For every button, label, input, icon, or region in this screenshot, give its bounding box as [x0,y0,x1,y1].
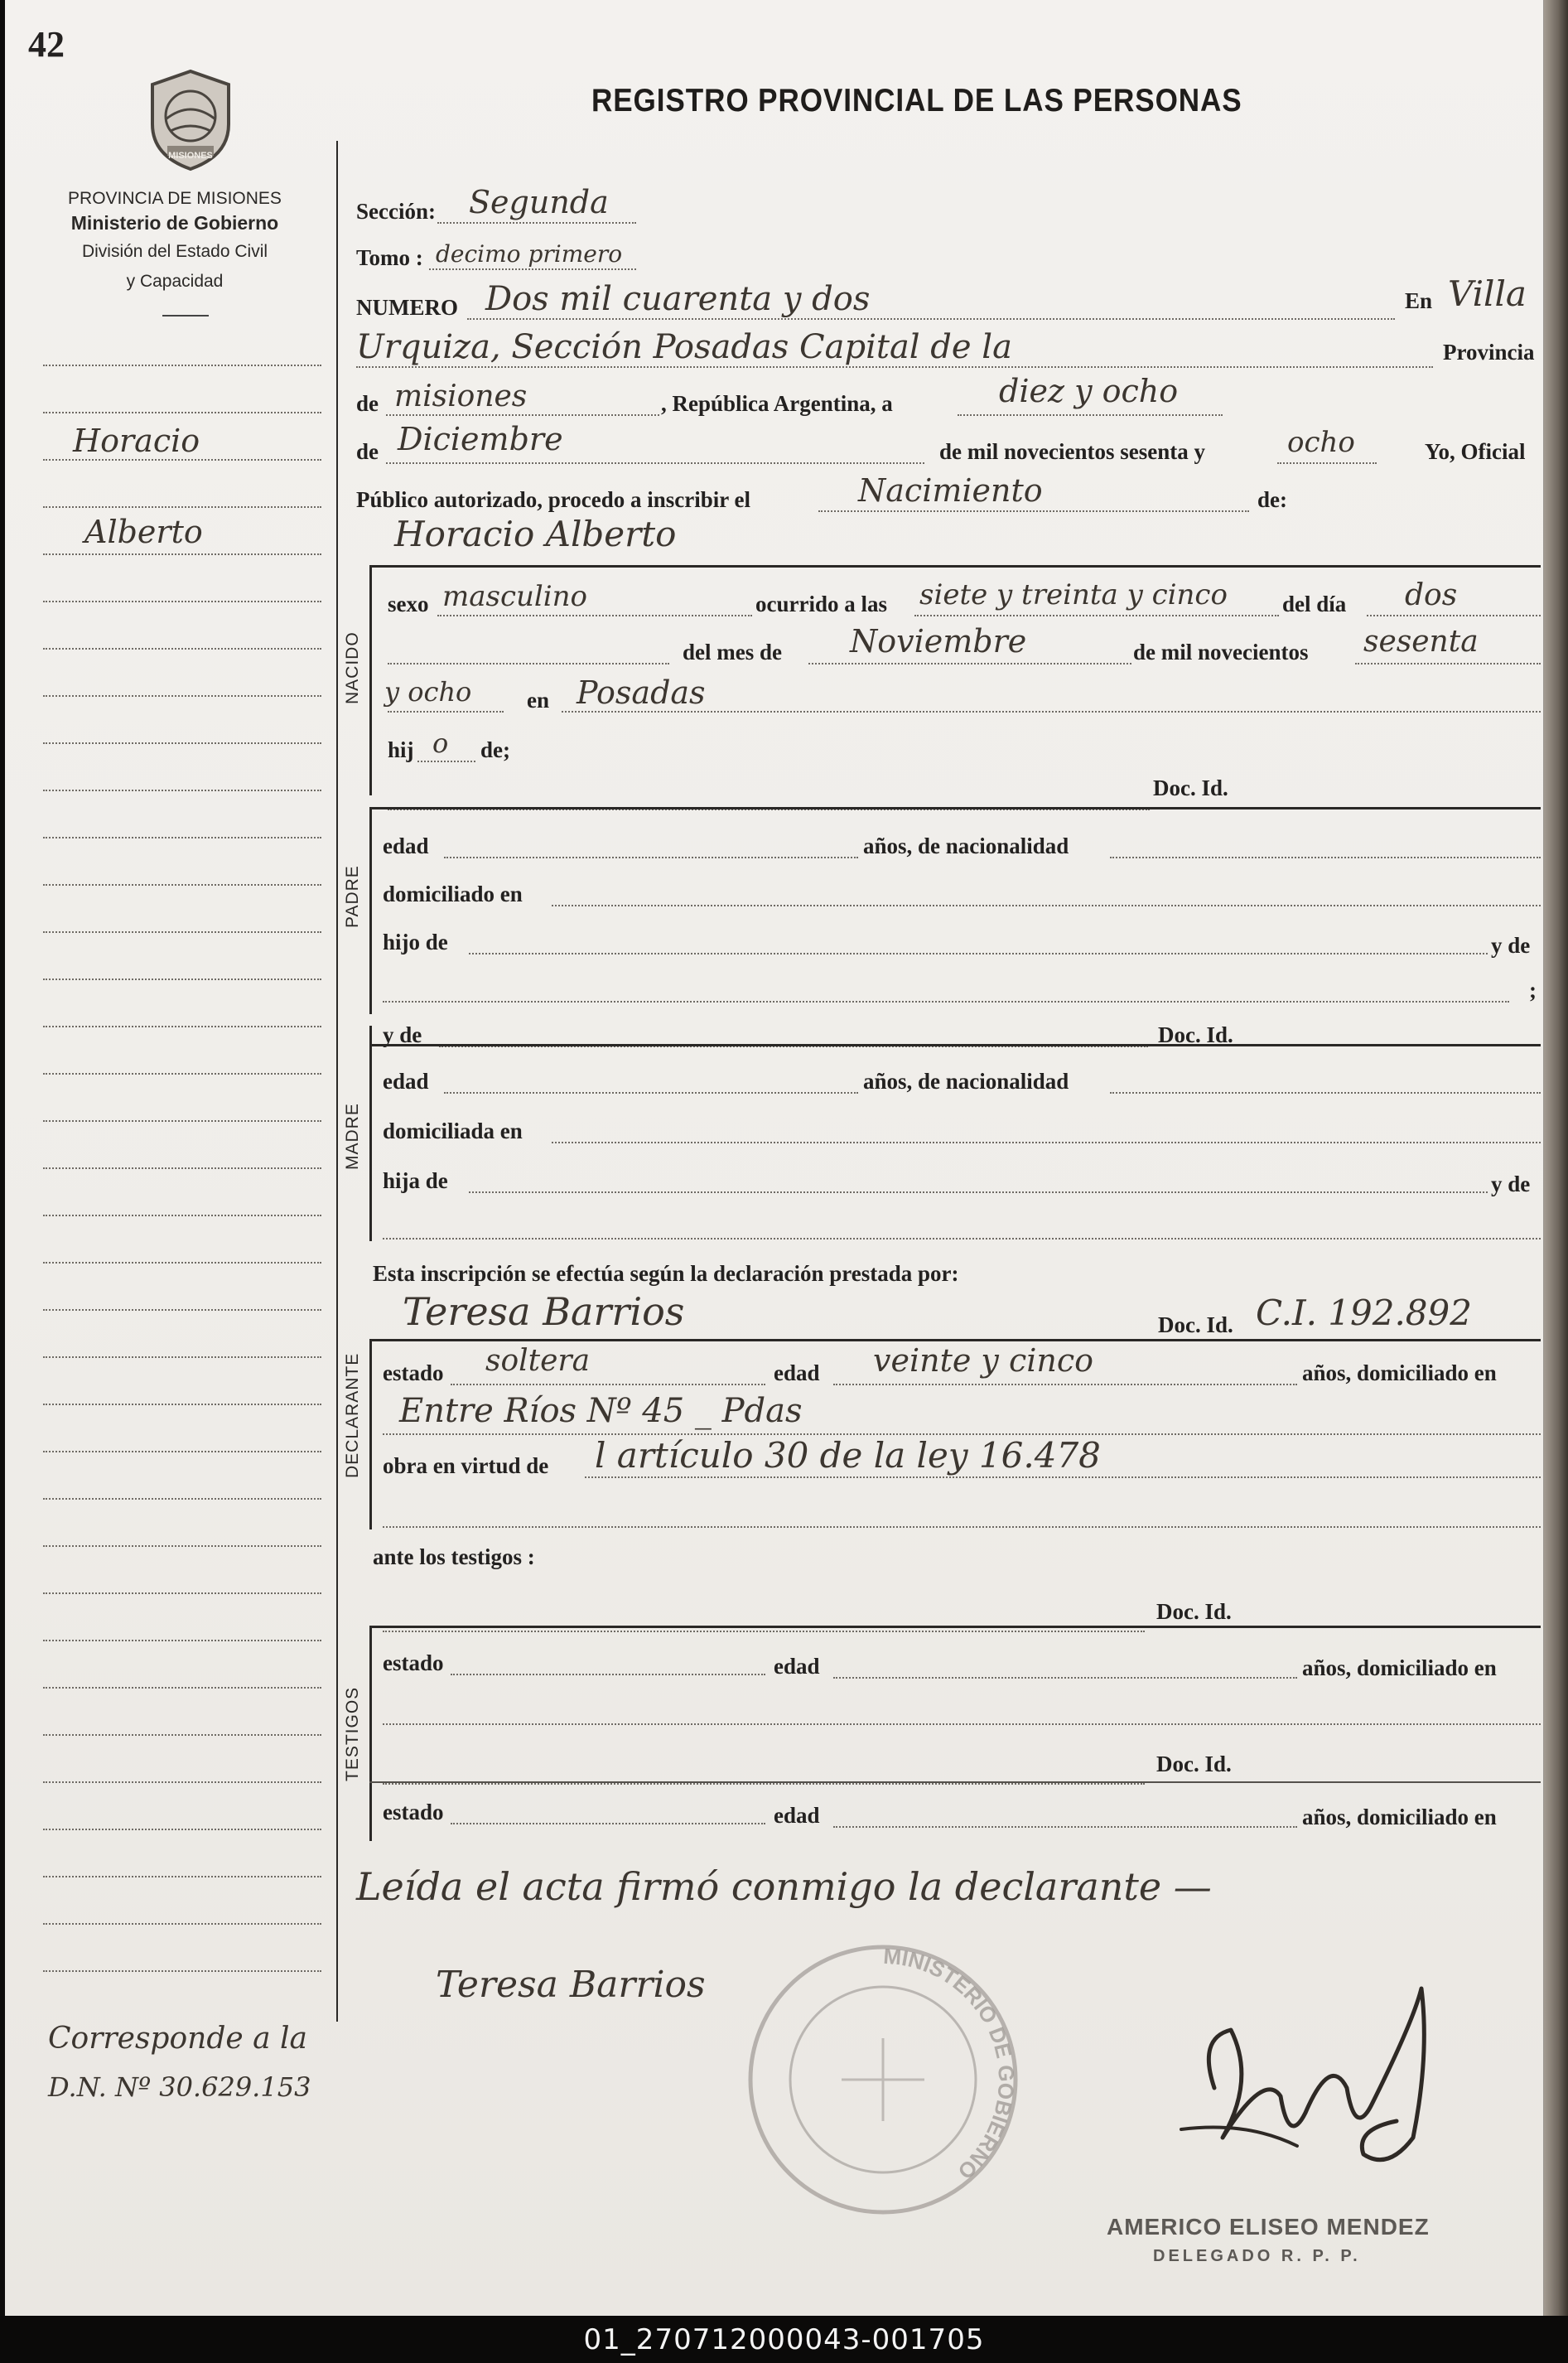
sexo-label: sexo [388,592,429,616]
header-division: División del Estado Civil [81,242,268,261]
official-name: AMERICO ELISEO MENDEZ [1107,2214,1430,2240]
provincia-line [386,414,659,416]
testigos-label-intro: ante los testigos : [373,1544,535,1569]
provincia-de-label: de [356,391,379,416]
lugar-nac-value: Posadas [577,674,706,711]
de-colon-label: de: [1257,487,1287,512]
declarante-edad-label: edad [774,1360,820,1385]
declarante-doc-value: C.I. 192.892 [1256,1293,1472,1333]
nacido-top-rule [369,565,1541,568]
padre-edad-line [444,857,858,858]
emblem-text: MISIONES [168,151,213,161]
madre-hija-line [469,1191,1488,1193]
margin-ruled-line [43,1120,321,1122]
padre-dom-line [552,905,1541,906]
testigos-bracket [369,1626,372,1841]
margin-note-line1: Corresponde a la [48,2022,307,2056]
provincia-value: misiones [394,379,528,413]
hij-suffix-value: o [432,727,449,759]
nacido-label: NACIDO [343,631,362,704]
round-seal-icon [734,1931,1032,2229]
header-ministry: Ministerio de Gobierno [70,212,279,234]
margin-ruled-line [43,1073,321,1075]
yo-oficial-label: Yo, Oficial [1425,439,1526,464]
header-capacity: y Capacidad [126,272,224,291]
dia-nac-line [1367,615,1541,616]
lugar-nac-line [562,711,1541,713]
margin-ruled-line [43,1498,321,1500]
padre-top-rule [369,807,1541,809]
dia-value: diez y ocho [999,373,1179,409]
margin-ruled-line [43,1451,321,1452]
margin-name-second: Alberto [84,514,203,550]
declarante-dom-value: Entre Ríos Nº 45 _ Pdas [399,1392,803,1430]
fecha-line [958,414,1223,416]
del-dia-label: del día [1282,592,1347,616]
margin-ruled-line [43,459,321,461]
margin-ruled-line [43,1734,321,1736]
mes-line [386,462,924,464]
tomo-value: decimo primero [436,240,623,268]
mes-nac-line [808,663,1131,664]
hij-label: hij [388,737,414,762]
svg-text:MINISTERIO DE GOBIERNO [882,1944,1019,2185]
margin-ruled-line [43,1876,321,1877]
margin-ruled-line [43,695,321,697]
dia-nac-value: dos [1405,578,1458,612]
lugar-value: Urquiza, Sección Posadas Capital de la [356,328,1012,366]
testigo1-anos-label: años, domiciliado en [1302,1655,1497,1680]
del-mes-label: del mes de [683,640,782,664]
testigo1-dom-line [383,1723,1541,1725]
margin-ruled-line [43,884,321,886]
padre-extra-line [383,1001,1509,1003]
declarante-estado-value: soltera [485,1344,591,1378]
seccion-line [437,222,636,224]
madre-nac-line [1110,1092,1541,1094]
madre-dom-line [552,1142,1541,1143]
declarante-nombre-value: Teresa Barrios [403,1289,685,1334]
padre-semicolon: ; [1529,978,1537,1003]
firma-declarante: Teresa Barrios [436,1964,706,2006]
margin-ruled-line [43,412,321,413]
margin-ruled-line [43,790,321,791]
sexo-line [437,615,752,616]
padre-hijo-label: hijo de [383,930,448,954]
provincia-label: Provincia [1443,340,1535,365]
margin-ruled-line [43,742,321,744]
madre-doc-label: Doc. Id. [1158,1022,1233,1047]
testigo1-edad-line [833,1677,1297,1679]
testigo2-anos-label: años, domiciliado en [1302,1805,1497,1829]
margin-ruled-line [43,1309,321,1311]
anio-nac-value-b: y ocho [384,676,472,708]
testigo1-edad-label: edad [774,1654,820,1679]
declarante-estado-label: estado [383,1360,444,1385]
obra-label: obra en virtud de [383,1453,549,1478]
margin-ruled-line [43,979,321,980]
de-mil-label: de mil novecientos sesenta y [939,439,1205,464]
declarante-bracket [369,1339,372,1529]
nombre-value: Horacio Alberto [394,514,677,554]
testigo1-doc-label: Doc. Id. [1156,1599,1232,1624]
en-lugar-label: en [527,688,549,713]
testigo2-estado-label: estado [383,1800,444,1824]
round-seal-text: MINISTERIO DE GOBIERNO [882,1943,1020,2185]
acta-line [818,510,1249,512]
numero-value: Dos mil cuarenta y dos [485,280,871,318]
margin-ruled-line [43,1215,321,1216]
padre-bracket [369,807,372,1014]
margin-ruled-line [43,1356,321,1358]
en-lugar-value: Villa [1448,273,1527,314]
madre-nac-label: años, de nacionalidad [863,1069,1069,1094]
padre-nac-label: años, de nacionalidad [863,834,1069,858]
margin-ruled-line [43,1781,321,1783]
padre-nac-line [1110,857,1541,858]
madre-y-de-label-2: y de [1491,1172,1531,1196]
padre-edad-label: edad [383,834,429,858]
page-number: 42 [28,24,65,65]
header-divider [162,315,209,317]
madre-bracket [369,1026,372,1241]
madre-extra-line [383,1238,1541,1239]
acta-value: Nacimiento [858,472,1043,509]
declarante-label: DECLARANTE [343,1352,362,1478]
seccion-label: Sección: [356,199,436,224]
declarante-estado-line [451,1384,765,1385]
blank-nac-line [388,663,669,664]
numero-line [467,318,1395,320]
anio-nac-line [1355,663,1541,664]
de-mil-nov-label: de mil novecientos [1133,640,1309,664]
margin-ruled-line [43,1923,321,1925]
padre-dom-label: domiciliado en [383,882,523,906]
testigos-top-rule [369,1626,1541,1628]
declarante-doc-label: Doc. Id. [1158,1312,1233,1337]
madre-top-rule [369,1044,1541,1046]
declarante-top-rule [369,1339,1541,1341]
testigo2-edad-line [833,1826,1297,1828]
margin-ruled-line [43,837,321,838]
margin-rule [336,141,338,2022]
document-sheet [5,0,1544,2316]
declarante-anos-label: años, domiciliado en [1302,1360,1497,1385]
obra-line [585,1476,1541,1478]
testigo2-estado-line [451,1823,765,1824]
madre-hija-label: hija de [383,1168,448,1193]
tomo-label: Tomo : [356,245,423,270]
declarante-edad-value: veinte y cinco [873,1342,1094,1379]
margin-ruled-line [43,931,321,933]
publico-label: Público autorizado, procedo a inscribir el [356,487,750,512]
anio-nac-value-a: sesenta [1363,625,1479,659]
margin-ruled-line [43,365,321,366]
tomo-line [429,268,636,270]
margin-ruled-line [43,1262,321,1264]
nacido-bracket [369,565,372,795]
madre-dom-label: domiciliada en [383,1119,523,1143]
declarante-extra-line [383,1526,1541,1528]
official-role: DELEGADO R. P. P. [1153,2247,1361,2265]
margin-ruled-line [43,648,321,650]
margin-ruled-line [43,553,321,555]
image-code: 01_270712000043-001705 [583,2323,985,2356]
margin-note-line2: D.N. Nº 30.629.153 [48,2071,311,2103]
mes-de-label: de [356,439,379,464]
declarante-edad-line [833,1384,1297,1385]
testigo2-doc-label: Doc. Id. [1156,1752,1232,1776]
cierre-text: Leída el acta firmó conmigo la declarante — [356,1864,1212,1909]
anio-value: ocho [1287,426,1355,459]
margin-ruled-line [43,1545,321,1547]
padre-y-de-label: y de [1491,933,1531,958]
hij-line [417,761,475,762]
margin-ruled-line [43,1404,321,1405]
margin-ruled-line [43,506,321,508]
header-province: PROVINCIA DE MISIONES [68,189,282,208]
testigos-label: TESTIGOS [343,1686,362,1781]
madre-label: MADRE [343,1103,362,1170]
sexo-value: masculino [442,580,588,613]
lugar-line [356,366,1433,368]
en-label: En [1405,288,1433,313]
margin-ruled-line [43,1026,321,1027]
official-signature-icon [1165,1955,1463,2196]
margin-ruled-line [43,1592,321,1594]
hora-value: siete y treinta y cinco [919,578,1228,611]
testigo1-estado-label: estado [383,1650,444,1675]
ocurrido-label: ocurrido a las [755,592,887,616]
numero-label: NUMERO [356,295,458,320]
seccion-value: Segunda [469,184,609,220]
testigo2-rule [369,1781,1541,1783]
form-title: REGISTRO PROVINCIAL DE LAS PERSONAS [591,83,1242,118]
margin-name-first: Horacio [73,423,200,459]
margin-ruled-line [43,1829,321,1830]
margin-ruled-line [43,1970,321,1972]
margin-ruled-line [43,1167,321,1169]
padre-hijo-line [469,953,1488,954]
anio-line [1277,462,1377,464]
mes-nac-value: Noviembre [850,623,1027,660]
margin-ruled-line [43,601,321,602]
declaracion-label: Esta inscripción se efectúa según la declaración prestada por: [373,1261,959,1286]
madre-edad-line [444,1092,858,1094]
madre-y-de-label: y de [383,1022,422,1047]
mes-value: Diciembre [398,421,563,457]
hora-line [914,615,1279,616]
obra-value: l artículo 30 de la ley 16.478 [595,1435,1101,1476]
testigo2-edad-label: edad [774,1803,820,1828]
republica-label: , República Argentina, a [661,391,893,416]
margin-ruled-line [43,1687,321,1689]
padre-label: PADRE [343,865,362,928]
hij-de-label: de; [480,737,510,762]
margin-ruled-line [43,1640,321,1641]
madre-edad-label: edad [383,1069,429,1094]
anio-b-line [388,711,504,713]
page-edge [1544,0,1568,2316]
testigo1-estado-line [451,1674,765,1675]
padre-doc-label: Doc. Id. [1153,776,1228,800]
testigo2-name-line [383,1783,1145,1785]
testigo1-name-line [383,1631,1145,1632]
